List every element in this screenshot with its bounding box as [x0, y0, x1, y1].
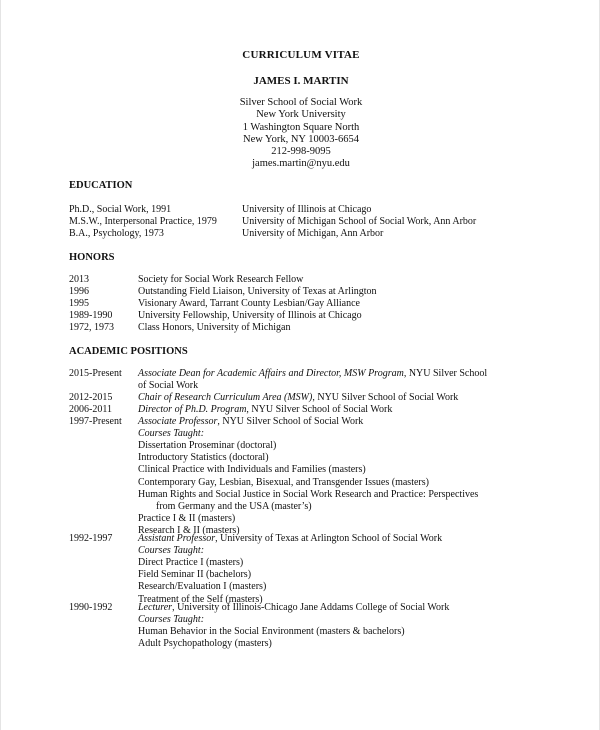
honor-text: Society for Social Work Research Fellow [138, 274, 304, 285]
position-title-cont: of Social Work [138, 380, 199, 391]
course-item: Dissertation Proseminar (doctoral) [138, 440, 277, 452]
position-years: 1992-1997 [69, 533, 113, 544]
course-item: Adult Psychopathology (masters) [138, 638, 272, 650]
course-item: Field Seminar II (bachelors) [138, 569, 252, 581]
courses-label: Courses Taught: [138, 428, 205, 439]
honor-year: 1972, 1973 [69, 322, 114, 333]
contact-school: Silver School of Social Work [239, 97, 363, 108]
course-item: Treatment of the Self (masters) [138, 593, 263, 605]
position-role: Chair of Research Curriculum Area (MSW) [138, 392, 313, 403]
education-degree: Ph.D., Social Work, 1991 [69, 204, 172, 215]
education-school: University of Michigan School of Social Work, Ann Arbor [242, 216, 477, 227]
course-item: Introductory Statistics (doctoral) [138, 452, 269, 464]
courses-list [138, 428, 478, 537]
position-years: 2006-2011 [69, 404, 112, 415]
courses-list [138, 614, 405, 650]
position-title [138, 416, 363, 428]
position-years: 2012-2015 [69, 392, 113, 403]
position-role: Lecturer [138, 602, 173, 613]
honor-text: Visionary Award, Tarrant County Lesbian/Gay Alliance [138, 298, 360, 309]
position-title [138, 392, 458, 404]
honor-text: Class Honors, University of Michigan [138, 322, 291, 333]
honor-year: 1995 [69, 298, 89, 309]
contact-block [1, 97, 600, 171]
course-item: Research/Evaluation I (masters) [138, 581, 267, 593]
position-role: Assistant Professor [138, 533, 216, 544]
contact-email: james.martin@nyu.edu [252, 158, 350, 170]
education-degree: M.S.W., Interpersonal Practice, 1979 [69, 216, 217, 227]
course-item-cont: from Germany and the USA (master’s) [156, 500, 312, 512]
position-institution: , NYU Silver School [403, 368, 488, 379]
courses-label: Courses Taught: [138, 545, 205, 556]
contact-city: New York, NY 10003-6654 [243, 133, 359, 145]
position-role: Associate Professor [138, 416, 218, 427]
position-title [138, 368, 487, 380]
position-institution: , University of Illinois-Chicago Jane Addams College of Social Work [172, 602, 450, 613]
education-school: University of Michigan, Ann Arbor [242, 228, 384, 239]
course-item: Direct Practice I (masters) [138, 557, 244, 569]
position-institution: , NYU Silver School of Social Work [217, 416, 364, 427]
honor-year: 1996 [69, 286, 89, 297]
courses-list [138, 545, 266, 606]
courses-label: Courses Taught: [138, 614, 205, 625]
honor-text: University Fellowship, University of Illinois at Chicago [138, 310, 362, 321]
honors-heading: HONORS [69, 252, 115, 263]
contact-phone: 212-998-9095 [271, 146, 331, 158]
position-institution: , NYU Silver School of Social Work [312, 392, 459, 403]
honor-year: 2013 [69, 274, 89, 285]
document-title: CURRICULUM VITAE [242, 49, 360, 61]
position-title [138, 533, 442, 545]
course-item: Research I & II (masters) [138, 525, 240, 537]
course-item: Practice I & II (masters) [138, 513, 236, 525]
position-years: 1990-1992 [69, 602, 113, 613]
position-years: 1997-Present [69, 416, 122, 427]
contact-university: New York University [256, 109, 346, 121]
positions-heading: ACADEMIC POSITIONS [69, 346, 188, 357]
position-role: Associate Dean for Academic Affairs and Director, MSW Program [138, 368, 404, 379]
person-name: JAMES I. MARTIN [253, 75, 349, 87]
position-years: 2015-Present [69, 368, 122, 379]
position-title [138, 602, 449, 614]
position-institution: , NYU Silver School of Social Work [246, 404, 393, 415]
course-item: Human Rights and Social Justice in Social Work Research and Practice: Perspectives [138, 488, 479, 500]
course-item: Human Behavior in the Social Environment (masters & bachelors) [138, 626, 405, 638]
position-institution: , University of Texas at Arlington School of Social Work [215, 533, 443, 544]
honor-year: 1989-1990 [69, 310, 113, 321]
course-item: Contemporary Gay, Lesbian, Bisexual, and Transgender Issues (masters) [138, 476, 429, 488]
position-title [138, 404, 392, 416]
contact-street: 1 Washington Square North [242, 121, 360, 133]
course-item: Clinical Practice with Individuals and Families (masters) [138, 464, 366, 476]
honor-text: Outstanding Field Liaison, University of Texas at Arlington [138, 286, 377, 297]
education-school: University of Illinois at Chicago [242, 204, 372, 215]
position-role: Director of Ph.D. Program [138, 404, 247, 415]
education-heading: EDUCATION [69, 180, 133, 191]
education-degree: B.A., Psychology, 1973 [69, 228, 164, 239]
